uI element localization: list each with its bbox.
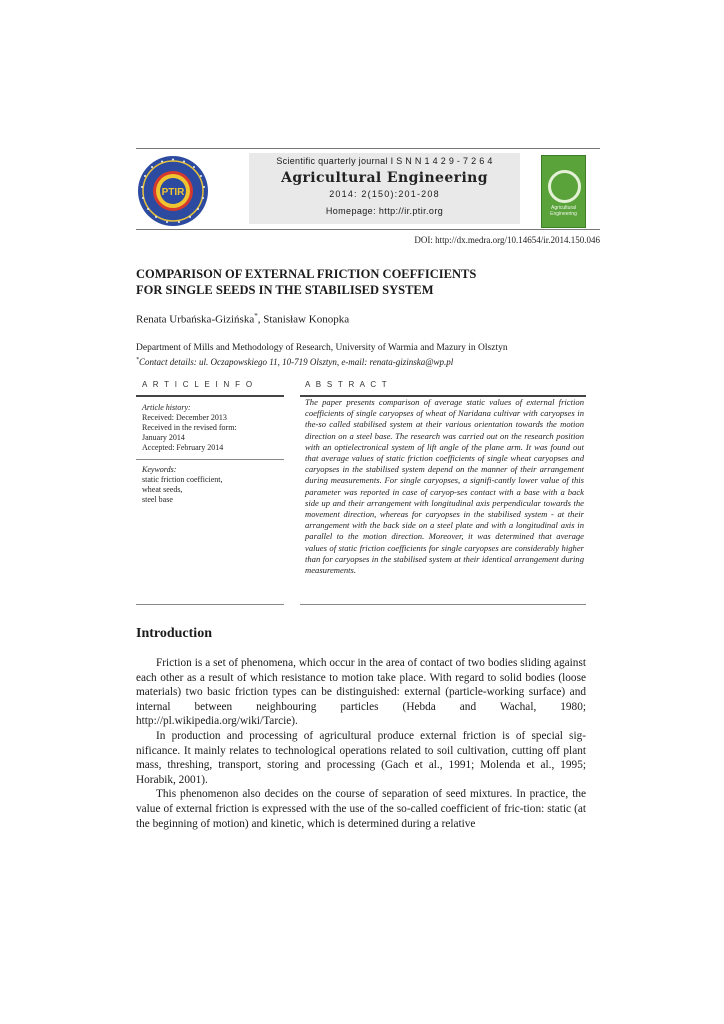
keyword-2: wheat seeds, [142,485,183,494]
header-bottom-rule [136,229,600,230]
author-1: Renata Urbańska-Gizińska [136,313,255,326]
abstract-bottom-rule [300,604,586,605]
journal-name: Agricultural Engineering [281,170,488,186]
affiliation-block [136,342,600,368]
history-accepted: Accepted: February 2014 [142,443,224,452]
introduction-heading: Introduction [136,626,212,641]
journal-cover [541,155,586,228]
corresponding-mark: * [254,312,258,320]
cover-emblem-icon [548,170,581,203]
ptir-logo [137,155,209,227]
info-top-rule [136,395,284,397]
introduction-body [136,656,586,831]
affiliation: Department of Mills and Methodology of Research, University of Warmia and Mazury in Olsztyn [136,343,508,353]
author-2: , Stanisław Konopka [257,313,350,326]
paragraph-2: In production and processing of agricultural produce external friction is of special sig-nificance. It mainly relates to technological operations related to soil cultivation, cutting off plant mass, threshing, transport, storing and processing (Gach et al., 1991; Molenda et al., 1995; Horabik, 2001). [136,729,586,786]
article-info-label: A R T I C L E I N F O [142,380,254,389]
history-revised-date: January 2014 [142,433,185,442]
doi-link[interactable]: DOI: http://dx.medra.org/10.14654/ir.2014.150.046 [414,235,600,245]
paragraph-3: This phenomenon also decides on the course of separation of seed mixtures. In practice, the value of external friction is expressed with the use of the so-called coefficient of fric-tion: static (at the beginning of motion) and kinetic, which is determined during a relative [136,788,586,830]
keyword-1: static friction coefficient, [142,475,223,484]
keywords-label: Keywords: [142,465,177,474]
keywords [142,465,222,505]
history-label: Article history: [142,403,191,412]
journal-homepage[interactable]: Homepage: http://ir.ptir.org [325,206,444,216]
svg-text:PTIR: PTIR [161,187,185,198]
title-line-1: COMPARISON OF EXTERNAL FRICTION COEFFICIENTS [136,267,477,281]
history-received: Received: December 2013 [142,413,227,422]
abstract-text: The paper presents comparison of average static values of external friction coefficients of single caryopses of wheat of Naridana cultivar with caryopses in the-so called stabilised system at their various orientation towards the motion direction on a steel base. The research was carried out on the research position with an optielectronical system of lift angle of the plane arm. It was found out that average values of static friction coefficients of single wheat caryopses and caryopses in the stabilised system depend on the manner of their arrangement during measurements. For single caryopses, a signifi-cantly lower value of this parameter was reported in case of caryop-ses contact with a base with a back side up and their arrangement with longitudinal axis perpendicular towards the movement direction, whereas for caryopses in the stabilised system - at their arrangement with the back side on a steel plate and with a longitudinal axis in parallel to the motion direction. Moreover, it was determined that average values of static friction coefficients for single caryopses are considerably higher than for caryopses in the stabilised system at their identical arrangement during measurements. [305,397,584,576]
paper-title [136,266,600,298]
journal-issn: Scientific quarterly journal I S N N 1 4 2 9 - 7 2 6 4 [276,156,493,166]
cover-title: Agricultural Engineering [550,205,577,217]
history-revised: Received in the revised form: [142,423,237,432]
authors [136,312,349,326]
contact-details: *Contact details: ul. Oczapowskiego 11, 10-719 Olsztyn, e-mail: renata-gizinska@wp.pl [136,357,454,367]
header-top-rule [136,148,600,149]
keyword-3: steel base [142,495,173,504]
paragraph-1: Friction is a set of phenomena, which occur in the area of contact of two bodies sliding against each other as a result of which resistance to motion take place. With regard to solid bodies (loose materials) two basic friction types can be distinguished: external (particle-working surface) and internal between neighbouring particles (Hebda and Wachal, 1980; http://pl.wikipedia.org/wiki/Tarcie). [136,657,586,728]
abstract-label: A B S T R A C T [305,380,389,389]
journal-volume: 2014: 2(150):201-208 [329,189,440,199]
article-history [142,403,237,453]
info-bottom-rule [136,604,284,605]
journal-header [249,153,520,224]
info-mid-rule [136,459,284,460]
title-line-2: FOR SINGLE SEEDS IN THE STABILISED SYSTEM [136,283,434,297]
